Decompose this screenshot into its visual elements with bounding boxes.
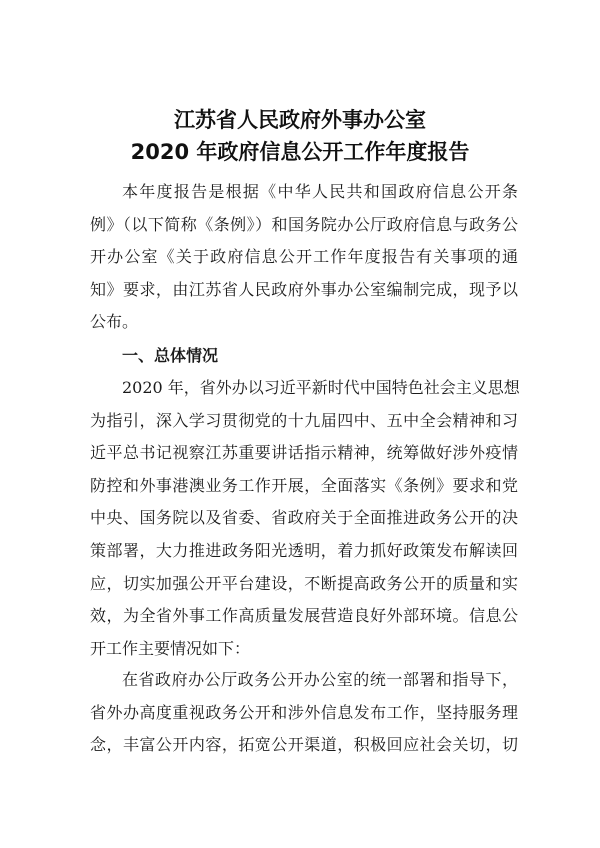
overview-line: 为指引，深入学习贯彻党的十九届四中、五中全会精神和习 xyxy=(90,410,518,430)
guidance-line: 在省政府办公厅政务公开办公室的统一部署和指导下， xyxy=(122,670,518,689)
document-title-line-1: 江苏省人民政府外事办公室 xyxy=(174,108,426,132)
section-heading xyxy=(90,340,518,373)
overview-line: 开工作主要情况如下： xyxy=(90,638,251,658)
intro-line: 知》要求，由江苏省人民政府外事办公室编制完成，现予以 xyxy=(90,279,518,299)
section-heading-text: 一、总体情况 xyxy=(122,346,219,365)
intro-line: 例》（以下简称《条例》）和国务院办公厅政府信息与政务公 xyxy=(90,214,518,234)
intro-line: 本年度报告是根据《中华人民共和国政府信息公开条 xyxy=(122,182,518,201)
overview-line: 效，为全省外事工作高质量发展营造良好外部环境。信息公 xyxy=(90,606,518,626)
guidance-line: 省外办高度重视政务公开和涉外信息发布工作，坚持服务理 xyxy=(90,702,518,722)
intro-line: 开办公室《关于政府信息公开工作年度报告有关事项的通 xyxy=(90,247,518,267)
guidance-line: 念，丰富公开内容，拓宽公开渠道，积极回应社会关切，切 xyxy=(90,735,518,755)
overview-paragraph xyxy=(90,372,518,665)
overview-line: 应，切实加强公开平台建设，不断提高政务公开的质量和实 xyxy=(90,573,518,593)
guidance-paragraph xyxy=(90,664,518,762)
overview-line: 防控和外事港澳业务工作开展，全面落实《条例》要求和党 xyxy=(90,475,518,495)
intro-paragraph xyxy=(90,176,518,339)
document-title-line-2: 2020 年政府信息公开工作年度报告 xyxy=(130,140,470,164)
overview-line: 2020 年，省外办以习近平新时代中国特色社会主义思想 xyxy=(122,378,520,397)
overview-line: 策部署，大力推进政务阳光透明，着力抓好政策发布解读回 xyxy=(90,540,518,560)
overview-line: 中央、国务院以及省委、省政府关于全面推进政务公开的决 xyxy=(90,508,518,528)
overview-line: 近平总书记视察江苏重要讲话指示精神，统筹做好涉外疫情 xyxy=(90,443,518,463)
intro-line: 公布。 xyxy=(90,312,139,332)
